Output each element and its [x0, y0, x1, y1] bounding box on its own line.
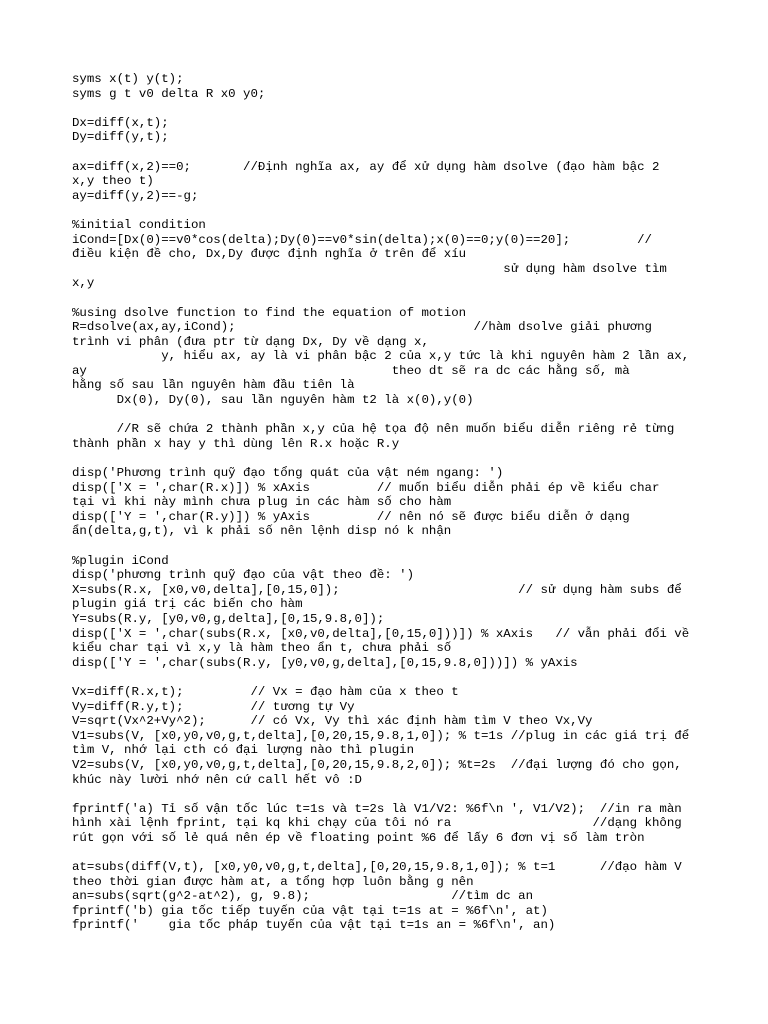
code-line: hằng số sau lần nguyên hàm đầu tiên là: [72, 378, 355, 393]
code-line: kiểu char tại vì x,y là hàm theo ẩn t, chưa phải số: [72, 641, 452, 656]
code-line: disp('Phương trình quỹ đạo tổng quát của vật ném ngang: '): [72, 466, 504, 481]
matlab-code-block: [72, 72, 702, 933]
code-line: Vy=diff(R.y,t); // tương tự Vy: [72, 699, 355, 714]
code-line: iCond=[Dx(0)==v0*cos(delta);Dy(0)==v0*sin(delta);x(0)==0;y(0)==20]; //: [72, 232, 652, 247]
code-line: khúc này lười nhớ nên cứ call hết vô :D: [72, 772, 362, 787]
code-line: ay=diff(y,2)==-g;: [72, 188, 199, 203]
code-line: fprintf('a) Tỉ số vận tốc lúc t=1s và t=2s là V1/V2: %6f\n ', V1/V2); //in ra màn: [72, 801, 682, 816]
code-line: x,y: [72, 276, 95, 291]
code-line: fprintf(' gia tốc pháp tuyến của vật tại t=1s an = %6f\n', an): [72, 918, 556, 933]
code-line: disp('phương trình quỹ đạo của vật theo đề: '): [72, 568, 415, 583]
code-line: [72, 451, 702, 466]
code-line: Vx=diff(R.x,t); // Vx = đạo hàm của x theo t: [72, 684, 459, 699]
code-line: V2=subs(V, [x0,y0,v0,g,t,delta],[0,20,15,9.8,2,0]); %t=2s //đại lượng đó cho gọn,: [72, 757, 682, 772]
code-line: Dy=diff(y,t);: [72, 130, 169, 145]
code-line: [72, 539, 702, 554]
code-line: fprintf('b) gia tốc tiếp tuyến của vật tại t=1s at = %6f\n', at): [72, 903, 548, 918]
code-line: %using dsolve function to find the equation of motion: [72, 305, 467, 320]
code-line: //R sẽ chứa 2 thành phần x,y của hệ tọa độ nên muốn biểu diễn riêng rẻ từng: [72, 422, 675, 437]
code-line: x,y theo t): [72, 174, 154, 189]
code-line: [72, 845, 702, 860]
code-line: [72, 203, 702, 218]
code-line: ay theo dt sẽ ra dc các hằng số, mà: [72, 363, 630, 378]
code-line: V1=subs(V, [x0,y0,v0,g,t,delta],[0,20,15,9.8,1,0]); % t=1s //plug in các giá trị để: [72, 728, 690, 743]
code-line: sử dụng hàm dsolve tìm: [72, 261, 667, 276]
code-line: Y=subs(R.y, [y0,v0,g,delta],[0,15,9.8,0]);: [72, 611, 385, 626]
code-line: plugin giá trị các biến cho hàm: [72, 597, 303, 612]
code-line: disp(['X = ',char(subs(R.x, [x0,v0,delta],[0,15,0]))]) % xAxis // vẫn phải đổi về: [72, 626, 690, 641]
code-line: R=dsolve(ax,ay,iCond); //hàm dsolve giải phương: [72, 320, 652, 335]
code-line: ẩn(delta,g,t), vì k phải số nên lệnh disp nó k nhận: [72, 524, 452, 539]
code-line: rút gọn với số lẻ quá nên ép về floating point %6 để lấy 6 đơn vị số làm tròn: [72, 830, 645, 845]
code-line: Dx=diff(x,t);: [72, 115, 169, 130]
code-line: y, hiểu ax, ay là vi phân bậc 2 của x,y tức là khi nguyên hàm 2 lần ax,: [72, 349, 690, 364]
code-line: [72, 145, 702, 160]
code-line: [72, 101, 702, 116]
code-line: tại vì khi này mình chưa plug in các hàm số cho hàm: [72, 495, 452, 510]
code-line: %initial condition: [72, 217, 206, 232]
code-line: disp(['Y = ',char(R.y)]) % yAxis // nên nó sẽ được biểu diễn ở dạng: [72, 509, 630, 524]
code-line: Dx(0), Dy(0), sau lần nguyên hàm t2 là x(0),y(0): [72, 393, 474, 408]
code-line: disp(['X = ',char(R.x)]) % xAxis // muốn biểu diễn phải ép về kiểu char: [72, 480, 660, 495]
code-line: [72, 787, 702, 802]
code-line: hình xài lệnh fprint, tại kq khi chạy của tôi nó ra //dạng không: [72, 816, 682, 831]
code-line: V=sqrt(Vx^2+Vy^2); // có Vx, Vy thì xác định hàm tìm V theo Vx,Vy: [72, 714, 593, 729]
code-line: [72, 291, 702, 306]
code-line: theo thời gian được hàm at, a tổng hợp luôn bằng g nên: [72, 874, 474, 889]
code-line: syms x(t) y(t);: [72, 72, 184, 86]
code-line: %plugin iCond: [72, 553, 169, 568]
code-line: điều kiện đề cho, Dx,Dy được định nghĩa ở trên để xíu: [72, 247, 467, 262]
code-line: X=subs(R.x, [x0,v0,delta],[0,15,0]); // sử dụng hàm subs để: [72, 582, 682, 597]
code-line: thành phần x hay y thì dùng lên R.x hoặc R.y: [72, 436, 400, 451]
code-line: [72, 408, 702, 423]
code-line: tìm V, nhớ lại cth có đại lượng nào thì plugin: [72, 743, 415, 758]
code-line: ax=diff(x,2)==0; //Định nghĩa ax, ay để xử dụng hàm dsolve (đạo hàm bậc 2: [72, 159, 660, 174]
code-line: at=subs(diff(V,t), [x0,y0,v0,g,t,delta],[0,20,15,9.8,1,0]); % t=1 //đạo hàm V: [72, 860, 682, 875]
code-line: [72, 670, 702, 685]
code-line: an=subs(sqrt(g^2-at^2), g, 9.8); //tìm dc an: [72, 889, 534, 904]
code-line: disp(['Y = ',char(subs(R.y, [y0,v0,g,delta],[0,15,9.8,0]))]) % yAxis: [72, 655, 578, 670]
code-line: trình vi phân (đưa ptr từ dạng Dx, Dy về dạng x,: [72, 334, 429, 349]
code-line: syms g t v0 delta R x0 y0;: [72, 86, 266, 101]
